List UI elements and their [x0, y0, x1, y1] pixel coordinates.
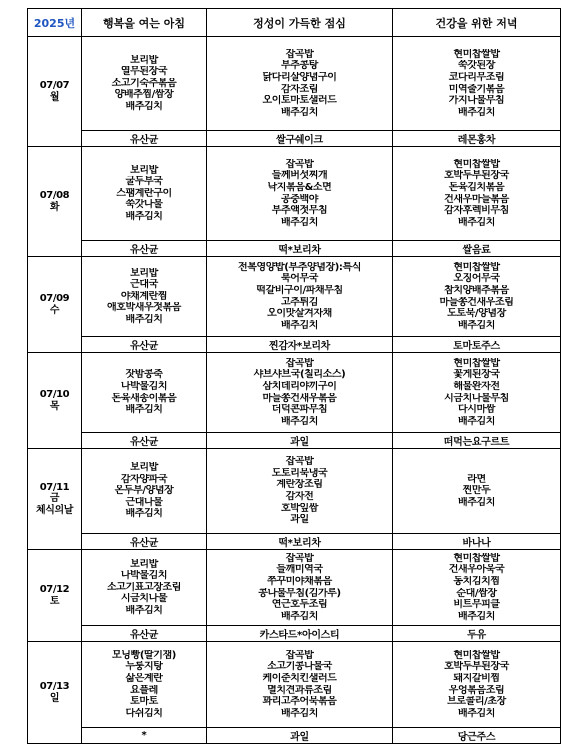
date-cell: [28, 257, 82, 353]
menu-item: 잡곡밥: [285, 649, 314, 661]
menu-item: 배추김치: [125, 210, 163, 222]
lunch-menu-cell: [207, 449, 393, 534]
menu-item: 도토리묵냉국: [271, 467, 328, 479]
menu-item: 배추김치: [125, 508, 163, 520]
dinner-menu-cell: [393, 147, 561, 241]
menu-item: 오이토마토샐러드: [262, 95, 337, 107]
weekday-label: 월: [49, 91, 60, 103]
menu-item: 근대나물: [125, 496, 163, 508]
menu-item: 보리밥: [130, 558, 158, 570]
menu-item: 잡곡밥: [285, 158, 314, 170]
dinner-header: 건강을 위한 저녁: [393, 9, 561, 37]
snack-row: [28, 131, 561, 147]
date-label: 07/09: [39, 292, 70, 304]
dinner-snack-cell: 떠먹는요구르트: [393, 433, 561, 449]
dinner-snack-cell: 바나나: [393, 534, 561, 550]
menu-item: 배추김치: [280, 610, 319, 622]
breakfast-menu-cell: [82, 37, 207, 131]
menu-item: 배추김치: [125, 313, 163, 325]
menu-item: 삶은계란: [125, 672, 163, 684]
menu-item: 근대국: [130, 279, 158, 291]
dinner-menu-cell: [393, 353, 561, 433]
date-cell: [28, 642, 82, 744]
day-row: [28, 257, 561, 337]
menu-item: 더덕콘파무침: [271, 404, 328, 416]
menu-item: 떡갈비구이/파채무침: [256, 284, 343, 296]
lunch-menu-cell: [207, 642, 393, 728]
date-cell: [28, 353, 82, 449]
lunch-header: 정성이 가득한 점심: [207, 9, 393, 37]
lunch-snack-cell: 떡*보리차: [207, 241, 393, 257]
lunch-menu-cell: [207, 37, 393, 131]
dinner-menu-cell: [393, 449, 561, 534]
menu-item: 건새우아욱국: [448, 564, 505, 576]
breakfast-menu-cell: [82, 550, 207, 626]
day-row: [28, 550, 561, 626]
breakfast-snack-cell: 유산균: [82, 131, 207, 147]
menu-item: 배추김치: [457, 610, 496, 622]
menu-item: 감자후렉비무침: [444, 205, 509, 217]
lunch-snack-cell: 카스타드*아이스티: [207, 626, 393, 642]
date-label: 07/12: [39, 583, 70, 595]
menu-item: 감자전: [285, 491, 314, 502]
breakfast-snack-cell: 유산균: [82, 433, 207, 449]
menu-item: 들께버섯찌개: [271, 170, 328, 182]
day-row: [28, 147, 561, 241]
menu-item: 공중백야: [280, 193, 319, 205]
menu-item: 순대/쌈장: [456, 587, 497, 599]
menu-item: 꽃게된장국: [453, 369, 500, 381]
menu-item: 현미찹쌀밥: [453, 261, 500, 273]
snack-row: [28, 433, 561, 449]
breakfast-snack-cell: 유산균: [82, 241, 207, 257]
year-header: 2025년: [28, 9, 82, 37]
menu-item: 호박잎쌈: [280, 502, 319, 514]
day-row: [28, 37, 561, 131]
menu-item: 토마토: [130, 696, 158, 708]
menu-item: 콩나물무침(김가루): [258, 587, 341, 599]
menu-item: 과일: [290, 514, 309, 526]
date-label: 07/10: [39, 388, 70, 400]
menu-item: 나박물김치: [120, 570, 168, 582]
menu-item: 호박두부된장국: [444, 661, 509, 673]
menu-item: 배추김치: [125, 604, 163, 616]
menu-item: 미역줄기볶음: [448, 83, 505, 95]
menu-item: 잡곡밥: [285, 48, 314, 60]
day-note: 체식의날: [35, 504, 74, 516]
breakfast-snack-cell: 유산균: [82, 626, 207, 642]
menu-item: 라면: [467, 473, 486, 485]
menu-item: 소고기숙주볶음: [111, 77, 177, 89]
menu-item: 샤브샤브국(칠리소스): [253, 369, 346, 381]
menu-item: 배추김치: [125, 404, 163, 416]
menu-item: 애호박새우젓볶음: [106, 302, 182, 314]
menu-item: 멸치견과류조림: [267, 684, 332, 696]
weekday-label: 수: [49, 304, 60, 316]
breakfast-snack-cell: *: [82, 728, 207, 744]
day-row: [28, 449, 561, 534]
menu-item: 누룽지탕: [125, 661, 163, 673]
dinner-menu-cell: [393, 257, 561, 337]
lunch-menu-cell: [207, 550, 393, 626]
menu-item: 오이맛살겨자채: [267, 308, 332, 320]
menu-item: 보리밥: [130, 462, 158, 474]
menu-item: 온두부/양념장: [114, 485, 174, 497]
menu-item: 야채계란찜: [120, 290, 168, 302]
weekday-label: 토: [49, 595, 60, 607]
dinner-snack-cell: 당근주스: [393, 728, 561, 744]
breakfast-menu-cell: [82, 147, 207, 241]
date-label: 07/13: [39, 680, 70, 692]
menu-item: 다시마쌈: [457, 404, 496, 416]
menu-item: 닭다리살양념구이: [262, 71, 337, 83]
menu-item: 모닝빵(딸기잼): [112, 649, 176, 661]
menu-item: 배추김치: [457, 415, 496, 427]
menu-item: 열무된장국: [120, 66, 168, 78]
lunch-snack-cell: 쌀구쉐이크: [207, 131, 393, 147]
menu-body: [28, 37, 561, 744]
menu-item: 양배추찜/쌈장: [114, 89, 174, 101]
menu-item: 들깨미역국: [276, 564, 323, 576]
date-label: 07/08: [39, 189, 70, 201]
menu-item: 동치김치찜: [453, 575, 500, 587]
menu-item: 요플레: [130, 684, 158, 696]
breakfast-menu-cell: [82, 449, 207, 534]
snack-row: [28, 241, 561, 257]
menu-item: 배추김치: [280, 415, 319, 427]
menu-item: 현미찹쌀밥: [453, 552, 500, 564]
menu-item: 호박두부된장국: [444, 170, 509, 182]
menu-item: 소고기콩나물국: [267, 661, 332, 673]
menu-item: 쑥갓된장: [457, 60, 496, 72]
menu-item: 찐만두: [462, 485, 491, 497]
menu-item: 비트무피클: [453, 599, 500, 611]
menu-item: 계란장조림: [276, 479, 323, 491]
menu-item: 현미찹쌀밥: [453, 158, 500, 170]
lunch-snack-cell: 과일: [207, 433, 393, 449]
menu-item: 보리밥: [130, 267, 158, 279]
lunch-menu-cell: [207, 353, 393, 433]
lunch-snack-cell: 떡*보리차: [207, 534, 393, 550]
menu-item: 도토묵/양념장: [447, 308, 506, 320]
menu-item: 배추김치: [457, 216, 496, 228]
dinner-menu-cell: [393, 550, 561, 626]
menu-item: 돈육새송이볶음: [111, 392, 177, 404]
menu-item: 코다리무조림: [448, 71, 505, 83]
dinner-snack-cell: 쌀음료: [393, 241, 561, 257]
menu-item: 배추김치: [457, 106, 496, 118]
menu-item: 소고기표고장조림: [106, 581, 182, 593]
menu-item: 배추김치: [125, 100, 163, 112]
menu-item: 전복영양밥(부추양념장):특식: [237, 261, 362, 273]
menu-item: 부추액젓무침: [271, 205, 328, 217]
date-cell: [28, 37, 82, 147]
menu-item: 배추김치: [280, 319, 319, 331]
menu-item: 감자조림: [280, 83, 319, 95]
menu-item: 돼지갈비찜: [453, 672, 500, 684]
menu-item: 배추김치: [457, 496, 496, 508]
menu-item: 현미찹쌀밥: [453, 649, 500, 661]
menu-item: 브로콜리/초장: [447, 696, 506, 708]
menu-item: 해물완자전: [453, 380, 500, 392]
dinner-menu-cell: [393, 37, 561, 131]
weekday-label: 금: [49, 493, 60, 505]
menu-item: 건새우마늘볶음: [444, 193, 509, 205]
menu-item: 잡곡밥: [285, 552, 314, 564]
menu-item: 다쉬김치: [125, 707, 163, 719]
dinner-menu-cell: [393, 642, 561, 728]
breakfast-snack-cell: 유산균: [82, 337, 207, 353]
lunch-menu-cell: [207, 257, 393, 337]
lunch-snack-cell: 찐감자*보리차: [207, 337, 393, 353]
menu-item: 배추김치: [457, 707, 496, 719]
breakfast-menu-cell: [82, 257, 207, 337]
menu-item: 오징어무국: [453, 273, 500, 285]
snack-row: [28, 626, 561, 642]
menu-item: 잣밤콩죽: [125, 369, 163, 381]
breakfast-header: 행복을 여는 아침: [82, 9, 207, 37]
menu-item: 굴두부국: [125, 176, 163, 188]
menu-item: 고추튀김: [280, 296, 319, 308]
menu-item: 보리밥: [130, 164, 158, 176]
menu-item: 현미찹쌀밥: [453, 48, 500, 60]
menu-item: 시금치나물무침: [444, 392, 509, 404]
menu-item: 시금치나물: [120, 593, 168, 605]
weekday-label: 화: [49, 201, 60, 213]
menu-item: 배추김치: [457, 319, 496, 331]
menu-item: 케이준치킨샐러드: [262, 672, 337, 684]
menu-item: 스팸계란구이: [116, 187, 172, 199]
menu-item: 쭈꾸미야채볶음: [267, 575, 332, 587]
menu-item: 보리밥: [130, 54, 158, 66]
lunch-snack-cell: 과일: [207, 728, 393, 744]
snack-row: [28, 534, 561, 550]
menu-item: 삼치데리야끼구이: [262, 380, 337, 392]
breakfast-menu-cell: [82, 642, 207, 728]
menu-item: 감자양파국: [120, 473, 168, 485]
menu-item: 배추김치: [280, 216, 319, 228]
date-label: 07/07: [39, 79, 70, 91]
snack-row: [28, 337, 561, 353]
menu-item: 북어무국: [280, 273, 319, 285]
menu-item: 연근호두조림: [271, 599, 328, 611]
menu-item: 배추김치: [280, 707, 319, 719]
menu-item: 참치양배추볶음: [444, 284, 509, 296]
weekday-label: 목: [49, 400, 60, 412]
weekday-label: 일: [49, 692, 60, 704]
menu-item: 나박물김치: [120, 380, 168, 392]
menu-item: 우엉볶음조림: [448, 684, 505, 696]
day-row: [28, 353, 561, 433]
menu-item: 마늘쫑건새우볶음: [262, 392, 337, 404]
menu-item: 부추콩탕: [280, 60, 319, 72]
lunch-menu-cell: [207, 147, 393, 241]
menu-item: 쑥갓나물: [125, 199, 163, 211]
menu-item: 마늘쫑건새우조림: [439, 296, 514, 308]
dinner-snack-cell: 토마토주스: [393, 337, 561, 353]
menu-item: 꽈리고추어묵볶음: [262, 696, 337, 708]
dinner-snack-cell: 레몬홍차: [393, 131, 561, 147]
snack-row: [28, 728, 561, 744]
weekly-menu-table: [27, 8, 561, 744]
date-cell: [28, 449, 82, 550]
day-row: [28, 642, 561, 728]
header-row: [28, 9, 561, 37]
menu-item: 잡곡밥: [285, 357, 314, 369]
menu-item: 배추김치: [280, 106, 319, 118]
date-label: 07/11: [39, 481, 70, 493]
dinner-snack-cell: 두유: [393, 626, 561, 642]
menu-item: 잡곡밥: [285, 456, 314, 468]
menu-item: 돈육김치볶음: [448, 181, 505, 193]
breakfast-snack-cell: 유산균: [82, 534, 207, 550]
menu-item: 낙지볶음&소면: [267, 181, 332, 193]
breakfast-menu-cell: [82, 353, 207, 433]
menu-item: 가지나물무침: [448, 95, 505, 107]
date-cell: [28, 147, 82, 257]
date-cell: [28, 550, 82, 642]
menu-item: 현미찹쌀밥: [453, 357, 500, 369]
